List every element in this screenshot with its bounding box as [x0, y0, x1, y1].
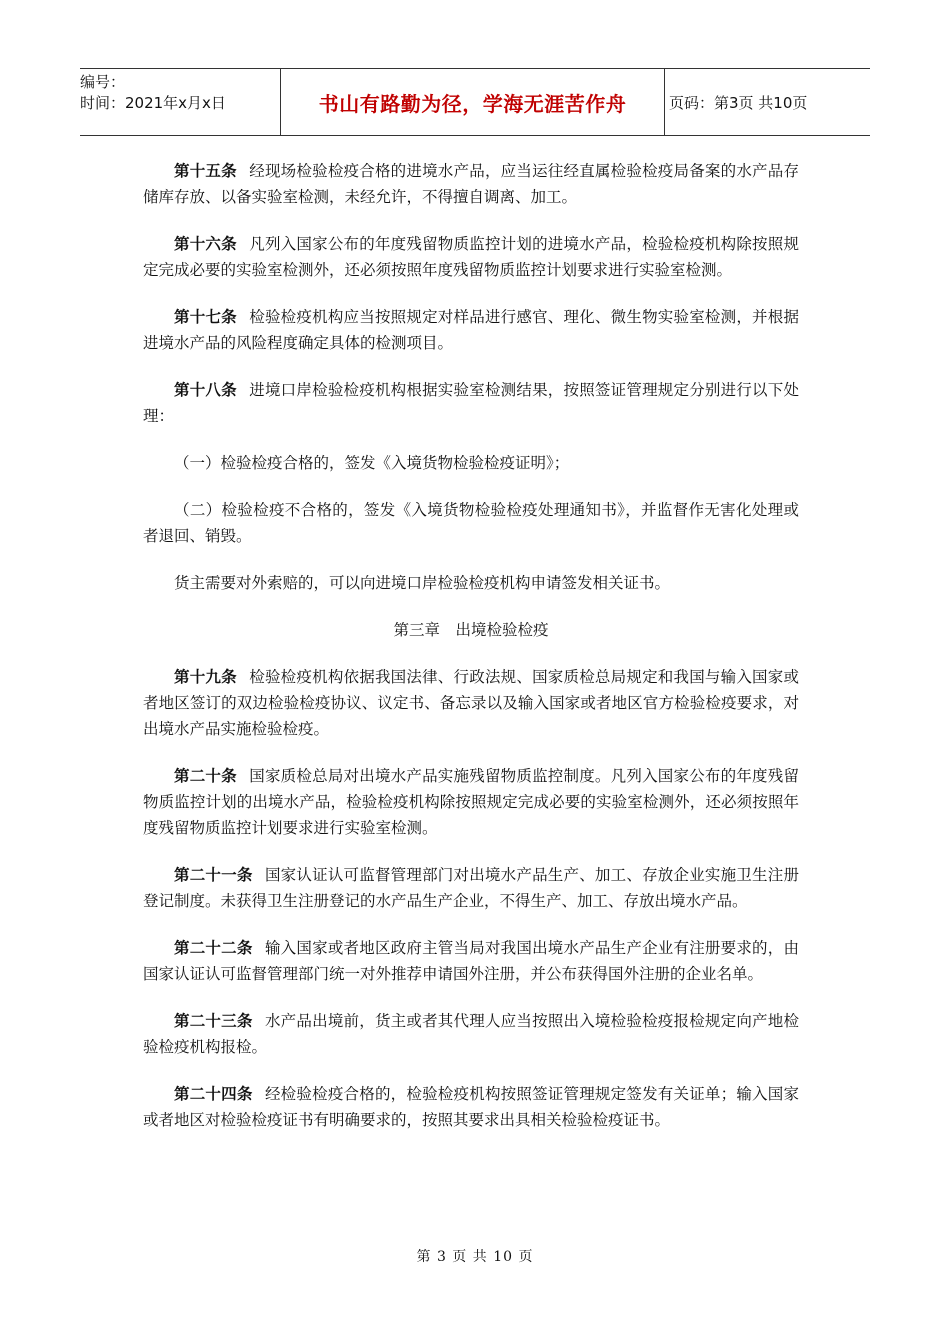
article-title: 第十八条	[174, 380, 237, 399]
article-title: 第十九条	[174, 667, 237, 686]
article-text: 凡列入国家公布的年度残留物质监控计划的进境水产品，检验检疫机构除按照规定完成必要的实验室检测外，还必须按照年度残留物质监控计划要求进行实验室检测。	[143, 235, 799, 279]
article-text: 水产品出境前，货主或者其代理人应当按照出入境检验检疫报检规定向产地检验检疫机构报检。	[143, 1012, 799, 1056]
article-text: 经现场检验检疫合格的进境水产品，应当运往经直属检验检疫局备案的水产品存储库存放、以备实验室检测，未经允许，不得擅自调离、加工。	[143, 162, 799, 206]
article-18	[143, 377, 799, 429]
article-20	[143, 763, 799, 841]
chapter-heading: 第三章 出境检验检疫	[393, 621, 549, 639]
article-text: 经检验检疫合格的，检验检疫机构按照签证管理规定签发有关证单；输入国家或者地区对检验检疫证书有明确要求的，按照其要求出具相关检验检疫证书。	[143, 1085, 799, 1129]
article-text: 输入国家或者地区政府主管当局对我国出境水产品生产企业有注册要求的，由国家认证认可监督管理部门统一对外推荐申请国外注册，并公布获得国外注册的企业名单。	[143, 939, 799, 983]
article-22	[143, 935, 799, 987]
article-text: 检验检疫机构依据我国法律、行政法规、国家质检总局规定和我国与输入国家或者地区签订的双边检验检疫协议、议定书、备忘录以及输入国家或者地区官方检验检疫要求，对出境水产品实施检验检疫。	[143, 668, 799, 738]
article-19	[143, 664, 799, 742]
article-title: 第十七条	[174, 307, 237, 326]
article-title: 第二十四条	[174, 1084, 253, 1103]
article-title: 第二十一条	[174, 865, 253, 884]
article-title: 第二十二条	[174, 938, 253, 957]
article-title: 第十五条	[174, 161, 237, 180]
article-text: 进境口岸检验检疫机构根据实验室检测结果，按照签证管理规定分别进行以下处理：	[143, 381, 799, 425]
article-title: 第十六条	[174, 234, 237, 253]
article-15	[143, 158, 799, 210]
article-21	[143, 862, 799, 914]
article-text: 检验检疫机构应当按照规定对样品进行感官、理化、微生物实验室检测，并根据进境水产品的风险程度确定具体的检测项目。	[143, 308, 799, 352]
list-item: （一）检验检疫合格的，签发《入境货物检验检疫证明》；	[174, 454, 570, 472]
article-23	[143, 1008, 799, 1060]
header-page-number: 页码：第3页 共10页	[669, 93, 808, 112]
article-text: 国家认证认可监督管理部门对出境水产品生产、加工、存放企业实施卫生注册登记制度。未获得卫生注册登记的水产品生产企业，不得生产、加工、存放出境水产品。	[143, 866, 799, 910]
article-17	[143, 304, 799, 356]
header-motto: 书山有路勤为径，学海无涯苦作舟	[281, 69, 665, 135]
article-title: 第二十条	[174, 766, 237, 785]
paragraph: 货主需要对外索赔的，可以向进境口岸检验检疫机构申请签发相关证书。	[174, 574, 671, 592]
article-24	[143, 1081, 799, 1133]
list-item: （二）检验检疫不合格的，签发《入境货物检验检疫处理通知书》，并监督作无害化处理或者退回、销毁。	[143, 501, 799, 545]
page-footer: 第 3 页 共 10 页	[416, 1249, 534, 1265]
article-16	[143, 231, 799, 283]
page-header	[80, 68, 870, 136]
article-text: 国家质检总局对出境水产品实施残留物质监控制度。凡列入国家公布的年度残留物质监控计划的出境水产品，检验检疫机构除按照规定完成必要的实验室检测外，还必须按照年度残留物质监控计划要求进行实验室检测。	[143, 767, 799, 837]
article-title: 第二十三条	[174, 1011, 253, 1030]
document-body	[143, 158, 799, 1154]
document-date-label: 时间：2021年x月x日	[80, 94, 226, 112]
header-meta	[80, 69, 281, 135]
document-number-label: 编号：	[80, 73, 126, 91]
